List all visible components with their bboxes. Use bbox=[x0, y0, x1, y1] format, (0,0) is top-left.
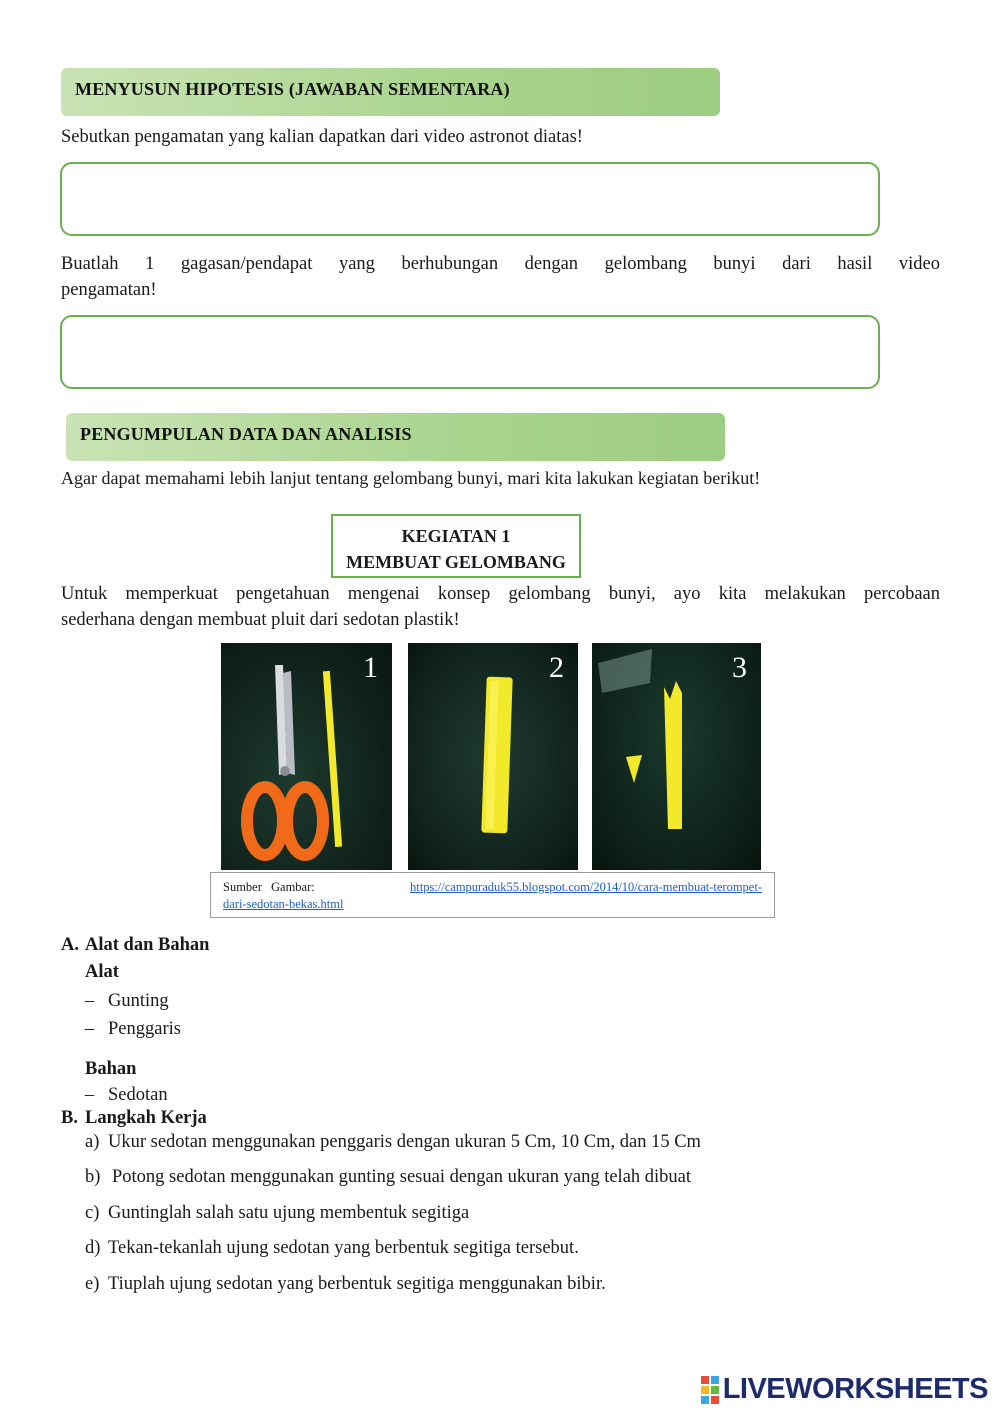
list-dash: – bbox=[85, 1019, 95, 1039]
activity-line1: KEGIATAN 1 bbox=[401, 526, 511, 546]
activity-title-box bbox=[331, 514, 581, 578]
source-link-part2[interactable]: dari-sedotan-bekas.html bbox=[223, 897, 344, 911]
question-idea-line1: Buatlah 1 gagasan/pendapat yang berhubungan dengan gelombang bunyi dari hasil video bbox=[61, 254, 940, 274]
step-text-b: Potong sedotan menggunakan gunting sesuai dengan ukuran yang telah dibuat bbox=[112, 1167, 692, 1187]
photo-number-2: 2 bbox=[549, 651, 564, 684]
caption-label: Sumber Gambar: bbox=[223, 880, 315, 894]
source-link-part1[interactable]: https://campuraduk55.blogspot.com/2014/10/cara-membuat-terompet- bbox=[410, 880, 762, 894]
list-dash: – bbox=[85, 991, 95, 1011]
list-item-gunting: Gunting bbox=[108, 991, 169, 1011]
question-idea-line2: pengamatan! bbox=[61, 280, 157, 300]
description-line1: Untuk memperkuat pengetahuan mengenai konsep gelombang bunyi, ayo kita melakukan percobaan bbox=[61, 584, 940, 604]
question-observation: Sebutkan pengamatan yang kalian dapatkan dari video astronot diatas! bbox=[61, 127, 583, 147]
logo-grid-icon bbox=[701, 1376, 719, 1404]
description-line2: sederhana dengan membuat pluit dari sedotan plastik! bbox=[61, 610, 460, 630]
step-marker-e: e) bbox=[85, 1274, 100, 1294]
list-item-sedotan: Sedotan bbox=[108, 1085, 168, 1105]
step-text-c: Guntinglah salah satu ujung membentuk segitiga bbox=[108, 1203, 470, 1223]
section-a-marker: A. bbox=[61, 935, 79, 955]
section-header-hypothesis bbox=[61, 68, 720, 116]
section-header-data bbox=[66, 413, 725, 461]
step-marker-a: a) bbox=[85, 1132, 100, 1152]
image-source-caption bbox=[210, 872, 775, 918]
intro-text: Agar dapat memahami lebih lanjut tentang gelombang bunyi, mari kita lakukan kegiatan berikut! bbox=[61, 468, 761, 488]
section-title: MENYUSUN HIPOTESIS (JAWABAN SEMENTARA) bbox=[75, 79, 510, 99]
answer-field-idea[interactable] bbox=[60, 315, 880, 389]
photo-step-1 bbox=[221, 643, 392, 870]
activity-line2: MEMBUAT GELOMBANG bbox=[346, 552, 566, 572]
step-text-e: Tiuplah ujung sedotan yang berbentuk segitiga menggunakan bibir. bbox=[108, 1274, 606, 1294]
section-title: PENGUMPULAN DATA DAN ANALISIS bbox=[80, 424, 412, 444]
section-b-title: Langkah Kerja bbox=[85, 1108, 207, 1128]
bahan-title: Bahan bbox=[85, 1059, 137, 1079]
step-text-a: Ukur sedotan menggunakan penggaris dengan ukuran 5 Cm, 10 Cm, dan 15 Cm bbox=[108, 1132, 701, 1152]
answer-field-observation[interactable] bbox=[60, 162, 880, 236]
liveworksheets-logo[interactable] bbox=[701, 1373, 988, 1406]
section-b-marker: B. bbox=[61, 1108, 78, 1128]
section-a-title: Alat dan Bahan bbox=[85, 935, 210, 955]
step-text-d: Tekan-tekanlah ujung sedotan yang berbentuk segitiga tersebut. bbox=[108, 1238, 579, 1258]
step-marker-c: c) bbox=[85, 1203, 100, 1223]
step-marker-b: b) bbox=[85, 1167, 101, 1187]
alat-title: Alat bbox=[85, 962, 119, 982]
photo-step-2 bbox=[408, 643, 578, 870]
photo-number-3: 3 bbox=[732, 651, 747, 684]
photo-step-3 bbox=[592, 643, 761, 870]
photo-number-1: 1 bbox=[363, 651, 378, 684]
step-marker-d: d) bbox=[85, 1238, 101, 1258]
list-dash: – bbox=[85, 1085, 95, 1105]
list-item-penggaris: Penggaris bbox=[108, 1019, 181, 1039]
logo-text: LIVEWORKSHEETS bbox=[722, 1373, 988, 1405]
